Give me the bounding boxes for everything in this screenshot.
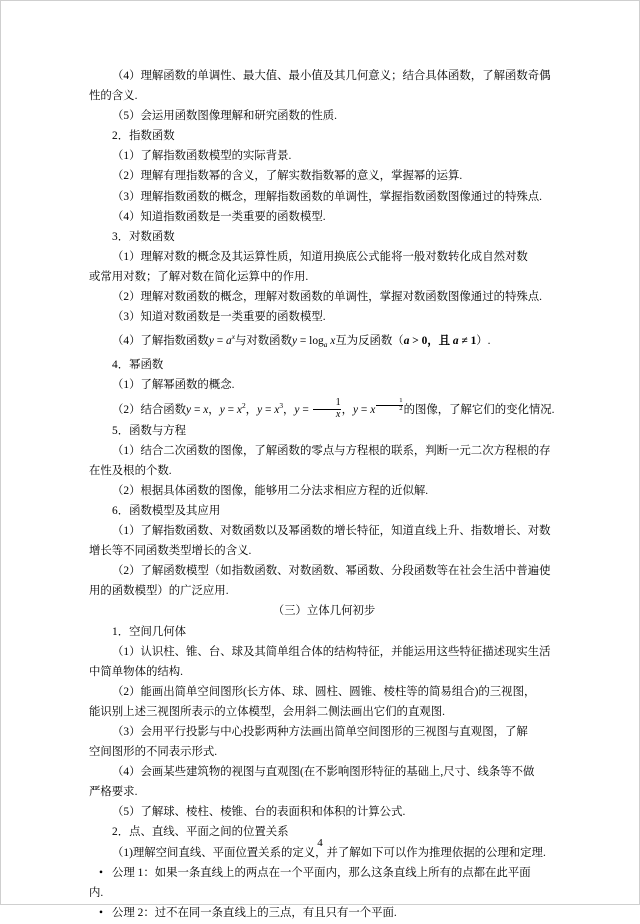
paragraph: 能识别上述三视图所表示的立体模型，会用斜二侧法画出它们的直观图. <box>89 705 445 718</box>
paragraph: 严格要求. <box>89 786 138 799</box>
paragraph: （2）根据具体函数的图像，能够用二分法求相应方程的近似解. <box>112 484 429 497</box>
paragraph: （3）会用平行投影与中心投影两种方法画出简单空间图形的三视图与直观图，了解 <box>112 725 528 738</box>
section-heading: 6．函数模型及其应用 <box>112 504 221 517</box>
paragraph: （1)理解空间直线、平面位置关系的定义，并了解如下可以作为推理依据的公理和定理. <box>112 846 546 859</box>
paragraph: 空间图形的不同表示形式. <box>89 746 218 759</box>
formula-prefix: （2）结合函数 <box>112 403 187 416</box>
paragraph: （5）会运用函数图像理解和研究函数的性质. <box>112 110 337 123</box>
paragraph: （1）了解指数函数、对数函数以及幂函数的增长特征，知道直线上升、指数增长、对数 <box>112 525 551 538</box>
list-item <box>89 904 559 923</box>
section-heading: 5．函数与方程 <box>112 424 187 437</box>
formula-exponential: y <box>208 335 214 348</box>
paragraph: 用的函数模型）的广泛应用. <box>89 585 229 598</box>
list-item-label: 公理 1：如果一条直线上的两点在一个平面内，那么这条直线上所有的点都在此平面 <box>112 866 531 879</box>
paragraph: （1）结合二次函数的图像，了解函数的零点与方程根的联系，判断一元二次方程根的存 <box>112 444 551 457</box>
section-heading: 4．幂函数 <box>112 359 164 372</box>
paragraph: （4）会画某些建筑物的视图与直观图(在不影响图形特征的基础上,尺寸、线条等不做 <box>112 766 535 779</box>
paragraph: （1）认识柱、锥、台、球及其简单组合体的结构特征，并能运用这些特征描述现实生活 <box>112 645 551 658</box>
formula-suffix: 互为反函数（ <box>335 335 404 348</box>
paragraph: （1）了解指数函数模型的实际背景. <box>112 150 292 163</box>
paragraph: （2）了解函数模型（如指数函数、对数函数、幂函数、分段函数等在社会生活中普遍使 <box>112 565 551 578</box>
paragraph: 增长等不同函数类型增长的含义. <box>89 545 252 558</box>
section-heading: 3．对数函数 <box>112 230 175 243</box>
paragraph: （5）了解球、棱柱、棱锥、台的表面积和体积的计算公式. <box>112 806 406 819</box>
formula-prefix: （4）了解指数函数 <box>112 335 209 348</box>
paragraph: 或常用对数；了解对数在简化运算中的作用. <box>89 270 309 283</box>
paragraph: （1）了解幂函数的概念. <box>112 379 235 392</box>
document-body <box>89 67 559 924</box>
paragraph: 中简单物体的结构. <box>89 665 183 678</box>
paragraph: （4）知道指数函数是一类重要的函数模型. <box>112 210 326 223</box>
section-heading: 2．点、直线、平面之间的位置关系 <box>112 826 289 839</box>
paragraph: （1）理解对数的概念及其运算性质，知道用换底公式能将一般对数转化成自然对数 <box>112 250 528 263</box>
paragraph: （3）知道对数函数是一类重要的函数模型. <box>112 311 326 324</box>
list-item-label: 公理 2：过不在同一条直线上的三点，有且只有一个平面. <box>112 906 397 919</box>
bullet-icon: • <box>99 906 103 919</box>
section-heading: 1．空间几何体 <box>112 625 187 638</box>
formula-end: ）. <box>476 335 491 348</box>
formula-suffix: 的图像，了解它们的变化情况. <box>403 403 555 416</box>
exponent-one-half: 1 2 <box>375 401 403 410</box>
paragraph: （2）理解有理指数幂的含义，了解实数指数幂的意义，掌握幂的运算. <box>112 170 463 183</box>
page-number: 4 <box>317 837 323 849</box>
formula-condition: a <box>403 335 410 348</box>
formula-mid: 与对数函数 <box>235 335 292 348</box>
paragraph: 性的含义. <box>89 90 138 103</box>
paragraph: （3）理解指数函数的概念，理解指数函数的单调性，掌握指数函数图像通过的特殊点. <box>112 190 542 203</box>
paragraph: 内. <box>89 886 104 899</box>
paragraph: （2）能画出简单空间图形(长方体、球、圆柱、圆锥、棱柱等的简易组合)的三视图， <box>112 685 536 698</box>
paragraph: 在性及根的个数. <box>89 464 172 477</box>
chapter-title: （三）立体几何初步 <box>272 605 376 618</box>
fraction-one-over-x: $\frac{1}{x}$ <box>313 398 341 420</box>
formula-paragraph-log-inverse: （4）了解指数函数$y = a^x$与对数函数$y = \log_a x$互为反函数（a > 0，且 a ≠ 1）. <box>112 332 491 350</box>
list-item <box>89 864 559 883</box>
bullet-icon: • <box>99 866 103 879</box>
paragraph: （2）理解对数函数的概念，理解对数函数的单调性，掌握对数函数图像通过的特殊点. <box>112 291 542 304</box>
paragraph: （4）理解函数的单调性、最大值、最小值及其几何意义；结合具体函数，了解函数奇偶 <box>112 70 551 82</box>
formula-paragraph-power-functions: （2）结合函数y = x，$y = x^2$，$y = x^3$，y = $\frac{1}{x}$ ，y = x $^{\frac{1}{2}}$ 的图像，了解它们的变化情况. <box>112 396 555 420</box>
section-heading: 2．指数函数 <box>112 130 175 143</box>
